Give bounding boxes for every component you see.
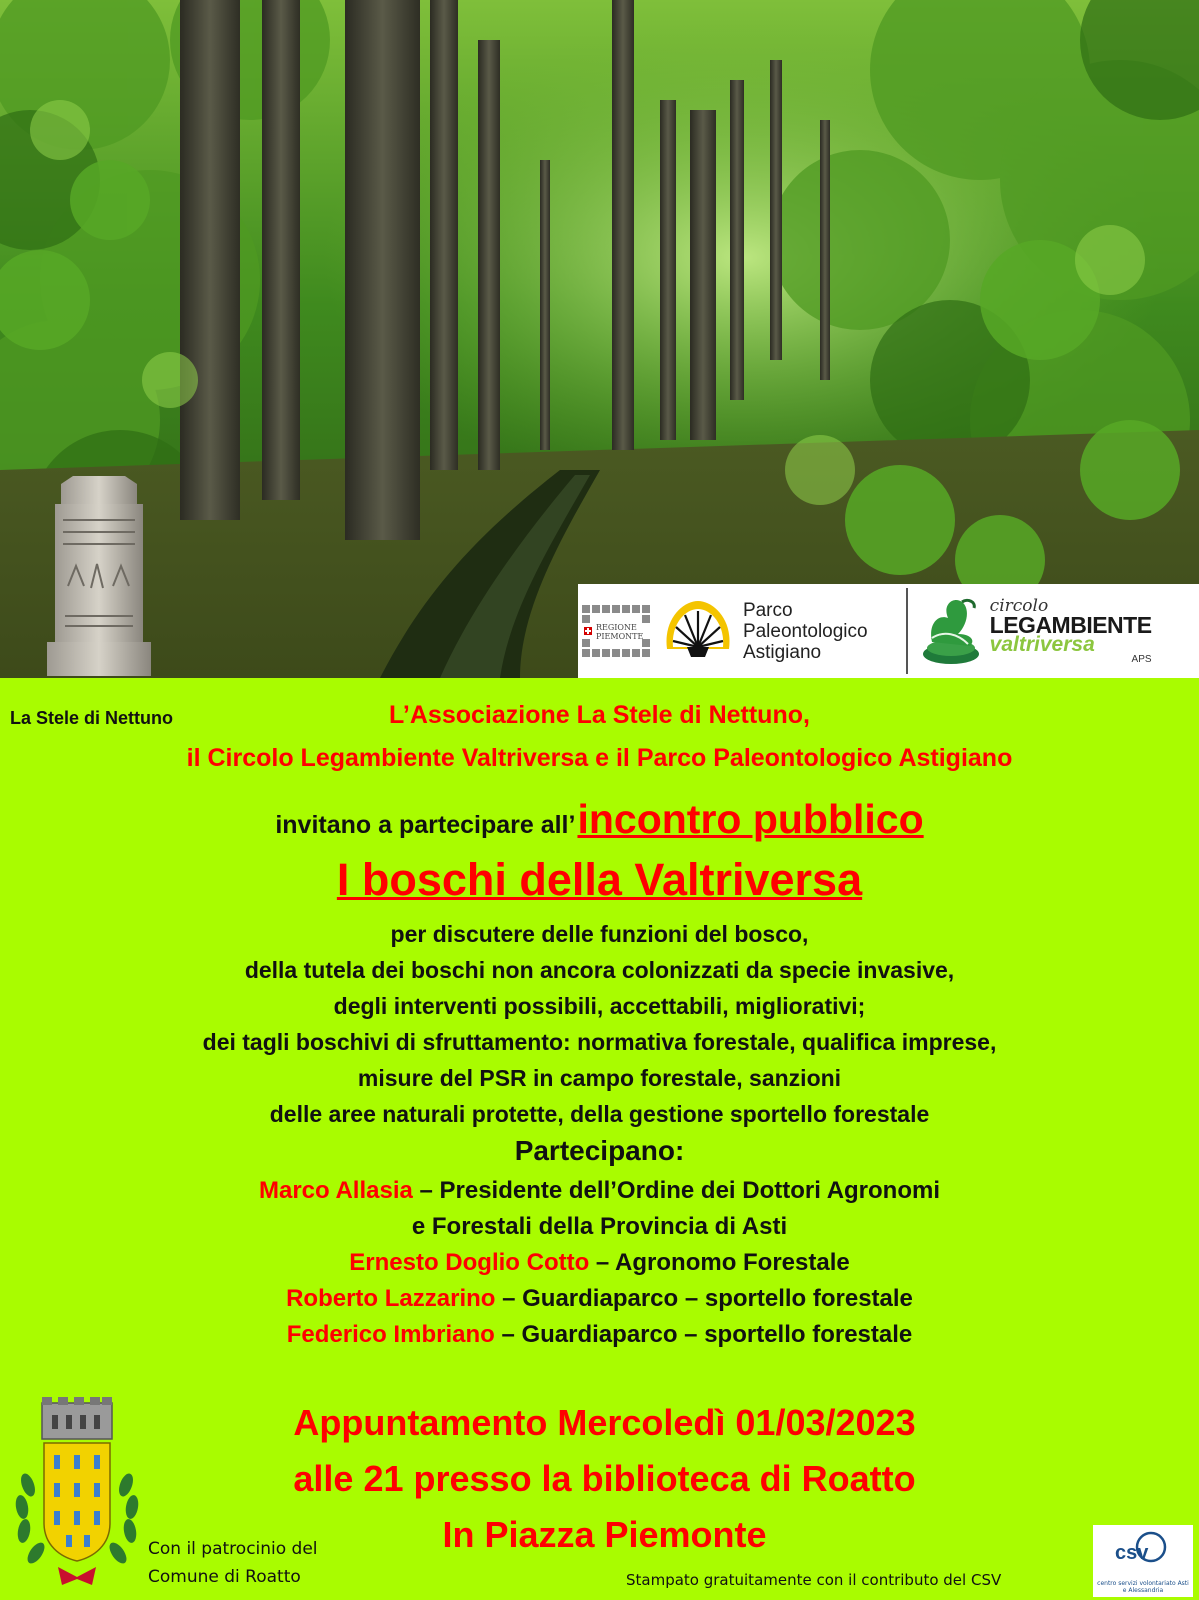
csv-mark: csv: [1115, 1542, 1149, 1564]
parco-paleontologico-logo: [659, 584, 906, 678]
csv-logo: [1093, 1525, 1193, 1597]
participant-name: Roberto Lazzarino: [286, 1285, 496, 1312]
legambiente-aps: APS: [1131, 653, 1152, 665]
participants-list: [0, 1173, 1199, 1353]
patronage-line: Con il patrocinio del: [148, 1539, 318, 1559]
participant-row: [0, 1173, 1199, 1209]
topic-line: delle aree naturali protette, della gestione sportello forestale: [269, 1101, 930, 1127]
participant-role: – Guardiaparco – sportello forestale: [495, 1285, 913, 1312]
regione-label: REGIONE PIEMONTE: [596, 623, 644, 641]
topic-line: della tutela dei boschi non ancora colonizzati da specie invasive,: [244, 957, 955, 983]
print-note: Stampato gratuitamente con il contributo del CSV: [626, 1571, 1002, 1589]
intro-line-1: L’Associazione La Stele di Nettuno,: [389, 701, 810, 729]
roatto-coat-of-arms: [6, 1395, 148, 1595]
patronage-line: Comune di Roatto: [148, 1567, 301, 1587]
stele-caption: La Stele di Nettuno: [10, 708, 174, 728]
parco-line-1: Parco: [742, 599, 793, 621]
swan-icon: [918, 594, 984, 668]
participant-role: e Forestali della Provincia di Asti: [411, 1213, 788, 1240]
event-type: incontro pubblico: [577, 796, 924, 842]
participant-row: [0, 1209, 1199, 1245]
participant-row: [0, 1281, 1199, 1317]
event-title: I boschi della Valtriversa: [336, 854, 863, 905]
participant-name: Marco Allasia: [258, 1177, 413, 1204]
invite-text: invitano a partecipare all’: [275, 811, 576, 839]
forest-photo: [0, 0, 1199, 678]
participant-role: – Guardiaparco – sportello forestale: [494, 1321, 913, 1348]
shell-icon: [659, 591, 737, 671]
legambiente-circolo: circolo: [989, 595, 1049, 616]
participant-role: – Agronomo Forestale: [589, 1249, 850, 1276]
csv-tagline: centro servizi volontariato Asti e Alessandria: [1097, 1580, 1189, 1594]
appointment-line: alle 21 presso la biblioteca di Roatto: [293, 1458, 916, 1499]
topic-line: per discutere delle funzioni del bosco,: [390, 921, 809, 947]
participant-name: Federico Imbriano: [286, 1321, 495, 1348]
stele-image: [43, 476, 155, 676]
intro-line-2: il Circolo Legambiente Valtriversa e il Parco Paleontologico Astigiano: [186, 744, 1013, 772]
patronage: [148, 1535, 318, 1591]
topic-line: misure del PSR in campo forestale, sanzioni: [357, 1065, 842, 1091]
participant-row: [0, 1245, 1199, 1281]
participant-role: – Presidente dell’Ordine dei Dottori Agronomi: [412, 1177, 941, 1204]
regione-piemonte-logo: [578, 584, 659, 678]
parco-line-2: Paleontologico: [742, 620, 868, 642]
appointment-line: Appuntamento Mercoledì 01/03/2023: [293, 1402, 916, 1443]
invite-line: [0, 796, 1199, 843]
appointment-line: In Piazza Piemonte: [442, 1514, 767, 1555]
parco-line-3: Astigiano: [742, 641, 822, 663]
participants-heading: Partecipano:: [514, 1135, 685, 1166]
participant-name: Ernesto Doglio Cotto: [349, 1249, 590, 1276]
partner-logos: [578, 584, 1199, 678]
participant-row: [0, 1317, 1199, 1353]
topic-line: degli interventi possibili, accettabili, migliorativi;: [333, 993, 866, 1019]
legambiente-sub: valtriversa: [989, 632, 1095, 656]
topic-line: dei tagli boschivi di sfruttamento: normativa forestale, qualifica imprese,: [202, 1029, 997, 1055]
topics-list: [0, 916, 1199, 1132]
legambiente-name: LEGAMBIENTE: [989, 611, 1152, 638]
legambiente-logo: [908, 584, 1199, 678]
